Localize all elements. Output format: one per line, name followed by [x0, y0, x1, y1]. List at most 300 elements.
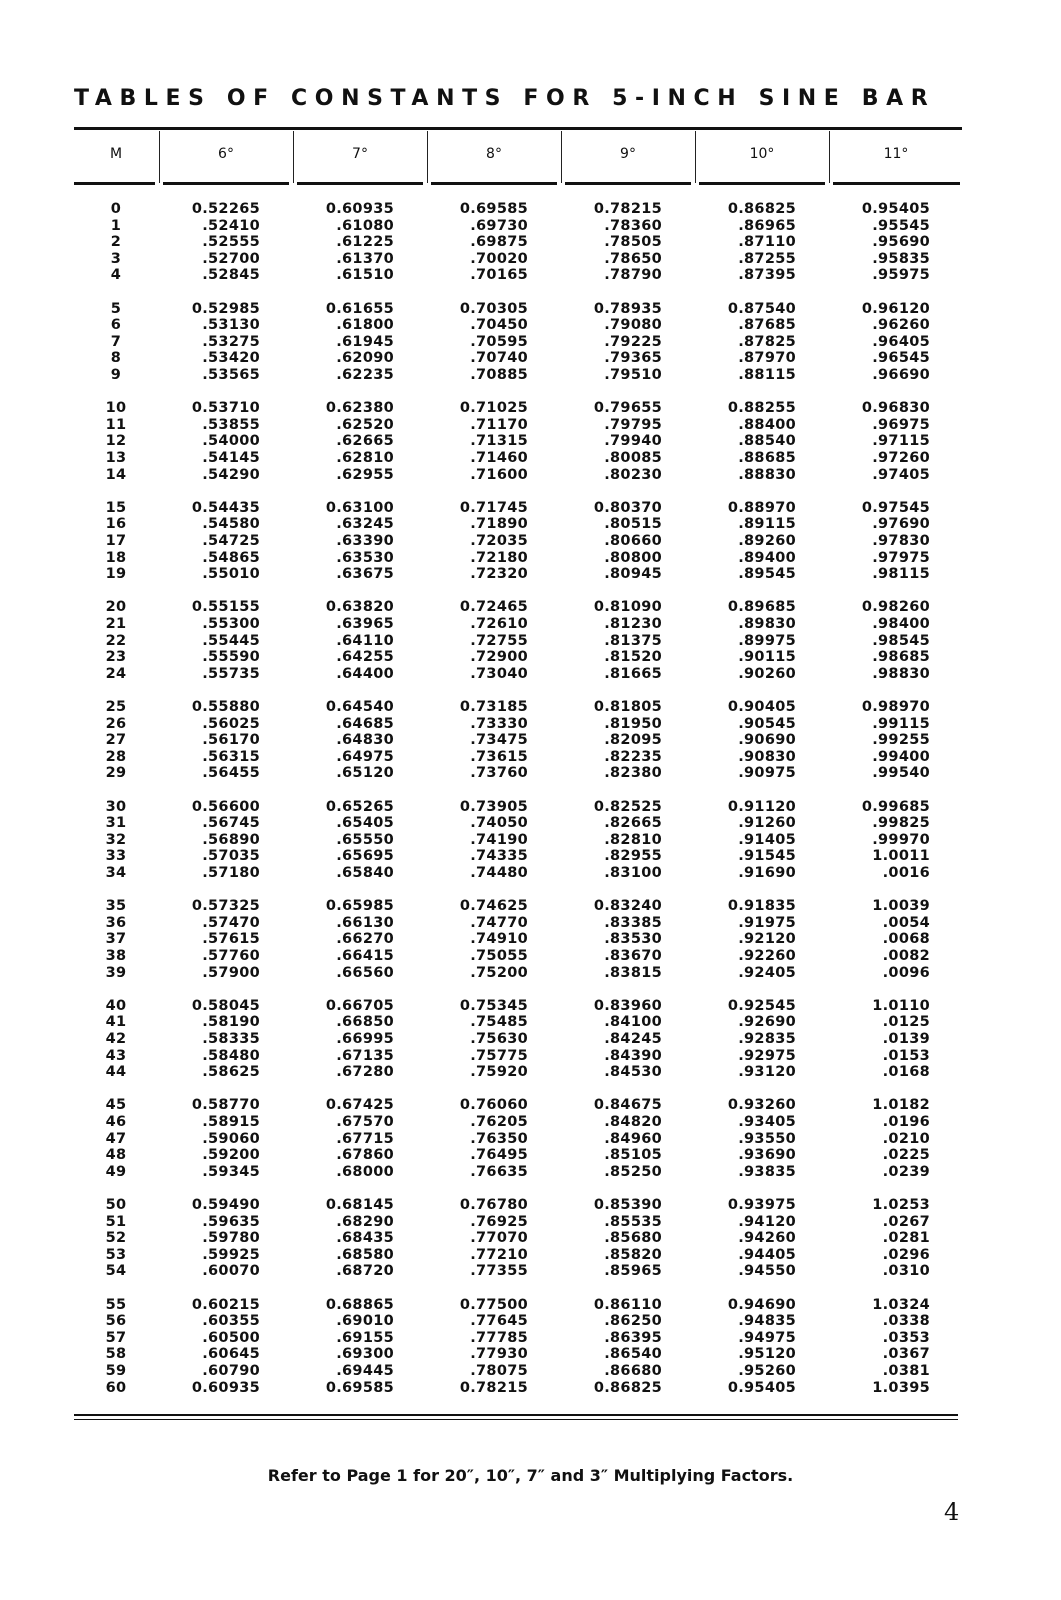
constant-cell: 0.98260 [861, 599, 930, 616]
constant-cell: 0.96120 [861, 300, 930, 317]
constant-cell: 0.79655 [593, 400, 662, 417]
constant-cell: .99400 [872, 748, 930, 765]
constant-cell: .66130 [336, 914, 394, 931]
constant-cell: .97115 [872, 433, 930, 450]
constant-cell: .54000 [202, 433, 260, 450]
constant-cell: .58335 [202, 1030, 260, 1047]
constant-cell: 1.0395 [872, 1379, 930, 1396]
minute-cell: 10 [105, 400, 127, 417]
constant-cell: .58915 [202, 1113, 260, 1130]
constant-cell: .56315 [202, 748, 260, 765]
constant-cell: .56170 [202, 732, 260, 749]
constant-cell: 0.61655 [325, 300, 394, 317]
minute-cell: 5 [110, 300, 122, 317]
constant-cell: .0139 [882, 1030, 930, 1047]
constant-cell: .75055 [470, 947, 528, 964]
constant-cell: .82665 [604, 815, 662, 832]
row-group [284, 301, 394, 401]
constant-cell: .67860 [336, 1147, 394, 1164]
constant-cell: .76925 [470, 1213, 528, 1230]
constant-cell: .92120 [738, 931, 796, 948]
constant-cell: 0.54435 [191, 499, 260, 516]
constant-cell: .85250 [604, 1163, 662, 1180]
constant-cell: 0.90405 [727, 698, 796, 715]
row-group [284, 201, 394, 301]
minute-cell: 56 [105, 1313, 127, 1330]
minute-cell: 51 [105, 1213, 127, 1230]
constant-cell: .0267 [882, 1213, 930, 1230]
constant-cell: .95545 [872, 217, 930, 234]
constant-cell: .83100 [604, 864, 662, 881]
constant-cell: .99825 [872, 815, 930, 832]
row-group [418, 998, 528, 1098]
constant-cell: .70450 [470, 317, 528, 334]
constant-cell: .62090 [336, 350, 394, 367]
constant-cell: 0.57325 [191, 898, 260, 915]
constant-cell: 0.78215 [459, 1379, 528, 1396]
constant-cell: .57615 [202, 931, 260, 948]
minute-cell: 29 [105, 765, 127, 782]
constant-cell: 0.62380 [325, 400, 394, 417]
constant-cell: .91545 [738, 848, 796, 865]
constant-cell: .85535 [604, 1213, 662, 1230]
constant-cell: .60355 [202, 1313, 260, 1330]
row-group [150, 599, 260, 699]
constant-cell: .56455 [202, 765, 260, 782]
row-group [552, 1097, 662, 1197]
constant-cell: 0.74625 [459, 898, 528, 915]
constant-cell: .95120 [738, 1346, 796, 1363]
constant-cell: .64830 [336, 732, 394, 749]
constant-cell: .88540 [738, 433, 796, 450]
column-divider [159, 131, 160, 183]
constant-cell: .92975 [738, 1047, 796, 1064]
constant-cell: .68435 [336, 1230, 394, 1247]
row-group [418, 201, 528, 301]
constant-cell: .76635 [470, 1163, 528, 1180]
constant-cell: .67715 [336, 1130, 394, 1147]
constant-cell: .75920 [470, 1064, 528, 1081]
constant-cell: .99255 [872, 732, 930, 749]
minute-cell: 7 [110, 333, 122, 350]
column-divider [695, 131, 696, 183]
constant-cell: 0.68145 [325, 1196, 394, 1213]
constant-cell: .83385 [604, 914, 662, 931]
constant-cell: .52845 [202, 267, 260, 284]
row-group [418, 500, 528, 600]
constant-cell: .69875 [470, 234, 528, 251]
minute-cell: 31 [105, 815, 127, 832]
row-group [686, 301, 796, 401]
row-group [150, 400, 260, 500]
constant-cell: .91690 [738, 864, 796, 881]
constant-cell: 0.77500 [459, 1296, 528, 1313]
constant-cell: .88685 [738, 449, 796, 466]
constant-cell: 0.69585 [459, 201, 528, 217]
constant-cell: .84390 [604, 1047, 662, 1064]
minute-cell: 8 [110, 350, 122, 367]
minute-cell: 47 [105, 1130, 127, 1147]
row-group [686, 400, 796, 500]
constant-cell: .95835 [872, 250, 930, 267]
minute-cell: 15 [105, 499, 127, 516]
constant-cell: .90975 [738, 765, 796, 782]
constant-cell: .80800 [604, 549, 662, 566]
constant-cell: 0.80370 [593, 499, 662, 516]
minute-cell: 35 [105, 898, 127, 915]
constant-cell: .94120 [738, 1213, 796, 1230]
minute-cell: 6 [110, 317, 122, 334]
constant-cell: 0.92545 [727, 997, 796, 1014]
constant-cell: .86540 [604, 1346, 662, 1363]
constant-cell: .57035 [202, 848, 260, 865]
column-divider [427, 131, 428, 183]
constant-cell: .60645 [202, 1346, 260, 1363]
constant-cell: .58480 [202, 1047, 260, 1064]
minute-cell: 59 [105, 1362, 127, 1379]
constant-cell: .87395 [738, 267, 796, 284]
column-divider [561, 131, 562, 183]
row-group [74, 799, 158, 899]
constant-cell: .0381 [882, 1362, 930, 1379]
constant-cell: 0.55155 [191, 599, 260, 616]
constant-cell: .97405 [872, 466, 930, 483]
header-underline [163, 182, 289, 185]
constant-cell: 0.58045 [191, 997, 260, 1014]
constant-cell: .87825 [738, 333, 796, 350]
constant-cell: .73760 [470, 765, 528, 782]
constant-cell: .98830 [872, 665, 930, 682]
constant-cell: .0125 [882, 1014, 930, 1031]
constant-cell: .97830 [872, 532, 930, 549]
row-group [150, 1097, 260, 1197]
constant-cell: .65120 [336, 765, 394, 782]
constant-cell: .74770 [470, 914, 528, 931]
column-9-deg [552, 201, 662, 1396]
constant-cell: .54580 [202, 516, 260, 533]
constant-cell: .62665 [336, 433, 394, 450]
row-group [820, 1097, 930, 1197]
constant-cell: .81665 [604, 665, 662, 682]
constant-cell: .65550 [336, 831, 394, 848]
constant-cell: .62955 [336, 466, 394, 483]
constant-cell: .57900 [202, 964, 260, 981]
constant-cell: .91975 [738, 914, 796, 931]
minute-cell: 27 [105, 732, 127, 749]
constant-cell: 0.86825 [593, 1379, 662, 1396]
constant-cell: .98115 [872, 566, 930, 583]
constant-cell: 0.85390 [593, 1196, 662, 1213]
constant-cell: .0281 [882, 1230, 930, 1247]
row-group [820, 301, 930, 401]
header-underline [74, 182, 155, 185]
constant-cell: .91405 [738, 831, 796, 848]
constant-cell: 0.84675 [593, 1097, 662, 1114]
constant-cell: 0.76060 [459, 1097, 528, 1114]
constant-cell: .75485 [470, 1014, 528, 1031]
constant-cell: .85965 [604, 1263, 662, 1280]
constant-cell: 1.0253 [872, 1196, 930, 1213]
constant-cell: .82380 [604, 765, 662, 782]
constant-cell: .61510 [336, 267, 394, 284]
constant-cell: .96405 [872, 333, 930, 350]
constant-cell: 0.66705 [325, 997, 394, 1014]
constant-cell: 0.60215 [191, 1296, 260, 1313]
constant-cell: .80945 [604, 566, 662, 583]
constant-cell: .96690 [872, 366, 930, 383]
constant-cell: .94405 [738, 1246, 796, 1263]
constant-cell: .57760 [202, 947, 260, 964]
constant-cell: 0.68865 [325, 1296, 394, 1313]
constant-cell: .59780 [202, 1230, 260, 1247]
row-group [284, 1097, 394, 1197]
row-group [74, 1297, 158, 1397]
row-group [820, 898, 930, 998]
constant-cell: 0.89685 [727, 599, 796, 616]
row-group [150, 201, 260, 301]
constant-cell: .89545 [738, 566, 796, 583]
constant-cell: .92405 [738, 964, 796, 981]
constant-cell: .93120 [738, 1064, 796, 1081]
row-group [150, 699, 260, 799]
header-underline [431, 182, 557, 185]
constant-cell: .58190 [202, 1014, 260, 1031]
minute-cell: 19 [105, 566, 127, 583]
row-group [418, 400, 528, 500]
minute-cell: 58 [105, 1346, 127, 1363]
constant-cell: 0.53710 [191, 400, 260, 417]
constant-cell: 0.87540 [727, 300, 796, 317]
constant-cell: 0.81090 [593, 599, 662, 616]
constant-cell: .62810 [336, 449, 394, 466]
constant-cell: .79510 [604, 366, 662, 383]
constant-cell: .88115 [738, 366, 796, 383]
constant-cell: .90115 [738, 649, 796, 666]
constant-cell: .89115 [738, 516, 796, 533]
row-group [552, 500, 662, 600]
constant-cell: 0.73905 [459, 798, 528, 815]
constant-cell: .81520 [604, 649, 662, 666]
row-group [284, 1297, 394, 1397]
minute-cell: 11 [105, 416, 127, 433]
constant-cell: .72755 [470, 632, 528, 649]
row-group [74, 301, 158, 401]
minute-cell: 55 [105, 1296, 127, 1313]
row-group [820, 998, 930, 1098]
constant-cell: .60500 [202, 1329, 260, 1346]
row-group [418, 1197, 528, 1297]
constant-cell: .63390 [336, 532, 394, 549]
row-group [150, 1197, 260, 1297]
constant-cell: .66270 [336, 931, 394, 948]
constant-cell: .76495 [470, 1147, 528, 1164]
constant-cell: .84530 [604, 1064, 662, 1081]
row-group [552, 898, 662, 998]
header-8-deg: 8° [486, 146, 502, 162]
row-group [74, 1197, 158, 1297]
constant-cell: .94550 [738, 1263, 796, 1280]
constant-cell: .88830 [738, 466, 796, 483]
constant-cell: .68580 [336, 1246, 394, 1263]
constant-cell: .76205 [470, 1113, 528, 1130]
constant-cell: .0082 [882, 947, 930, 964]
constant-cell: .97975 [872, 549, 930, 566]
constant-cell: 0.81805 [593, 698, 662, 715]
constant-cell: 0.65985 [325, 898, 394, 915]
constant-cell: .80230 [604, 466, 662, 483]
constant-cell: .99115 [872, 715, 930, 732]
constant-cell: .65405 [336, 815, 394, 832]
constant-cell: .84245 [604, 1030, 662, 1047]
constant-cell: .77355 [470, 1263, 528, 1280]
constant-cell: .95975 [872, 267, 930, 284]
constant-cell: .72610 [470, 615, 528, 632]
constant-cell: .96545 [872, 350, 930, 367]
constant-cell: .79365 [604, 350, 662, 367]
row-group [552, 799, 662, 899]
constant-cell: 0.71745 [459, 499, 528, 516]
constant-cell: .69010 [336, 1313, 394, 1330]
row-group [820, 500, 930, 600]
constant-cell: .84820 [604, 1113, 662, 1130]
constant-cell: .86965 [738, 217, 796, 234]
row-group [820, 699, 930, 799]
constant-cell: .68720 [336, 1263, 394, 1280]
constant-cell: .52410 [202, 217, 260, 234]
constant-cell: 0.88970 [727, 499, 796, 516]
constant-cell: 0.83960 [593, 997, 662, 1014]
constant-cell: .55590 [202, 649, 260, 666]
minute-cell: 0 [110, 201, 122, 217]
constant-cell: 0.86110 [593, 1296, 662, 1313]
minute-cell: 12 [105, 433, 127, 450]
row-group [284, 500, 394, 600]
constant-cell: 0.86825 [727, 201, 796, 217]
page-title: TABLES OF CONSTANTS FOR 5-INCH SINE BAR [74, 86, 936, 111]
minute-cell: 16 [105, 516, 127, 533]
constant-cell: .75630 [470, 1030, 528, 1047]
constant-cell: .0153 [882, 1047, 930, 1064]
constant-cell: .55300 [202, 615, 260, 632]
constant-cell: .87255 [738, 250, 796, 267]
constant-cell: 0.73185 [459, 698, 528, 715]
constant-cell: 0.58770 [191, 1097, 260, 1114]
constant-cell: .59635 [202, 1213, 260, 1230]
constant-cell: .57180 [202, 864, 260, 881]
constant-cell: .69300 [336, 1346, 394, 1363]
constant-cell: .95690 [872, 234, 930, 251]
constant-cell: .64975 [336, 748, 394, 765]
constant-cell: .0068 [882, 931, 930, 948]
constant-cell: 0.98970 [861, 698, 930, 715]
constant-cell: .0054 [882, 914, 930, 931]
minute-cell: 41 [105, 1014, 127, 1031]
row-group [686, 1097, 796, 1197]
minute-cell: 38 [105, 947, 127, 964]
row-group [820, 799, 930, 899]
minute-cell: 3 [110, 250, 122, 267]
constant-cell: .87970 [738, 350, 796, 367]
constant-cell: .55010 [202, 566, 260, 583]
constant-cell: .98685 [872, 649, 930, 666]
constant-cell: .61945 [336, 333, 394, 350]
minute-cell: 1 [110, 217, 122, 234]
constant-cell: .71890 [470, 516, 528, 533]
row-group [150, 1297, 260, 1397]
constant-cell: .63245 [336, 516, 394, 533]
constant-cell: .56025 [202, 715, 260, 732]
constant-cell: .59345 [202, 1163, 260, 1180]
constant-cell: .0296 [882, 1246, 930, 1263]
minute-cell: 44 [105, 1064, 127, 1081]
constant-cell: .58625 [202, 1064, 260, 1081]
row-group [552, 301, 662, 401]
constant-cell: .78790 [604, 267, 662, 284]
constant-cell: .0096 [882, 964, 930, 981]
minute-cell: 21 [105, 615, 127, 632]
constant-cell: .72900 [470, 649, 528, 666]
constant-cell: 0.52985 [191, 300, 260, 317]
constant-cell: 0.93975 [727, 1196, 796, 1213]
constant-cell: .74050 [470, 815, 528, 832]
constant-cell: 1.0324 [872, 1296, 930, 1313]
top-rule [74, 127, 962, 130]
constant-cell: .99540 [872, 765, 930, 782]
constant-cell: .73040 [470, 665, 528, 682]
minute-cell: 49 [105, 1163, 127, 1180]
constant-cell: .72320 [470, 566, 528, 583]
row-group [74, 599, 158, 699]
constant-cell: .64400 [336, 665, 394, 682]
row-group [418, 898, 528, 998]
constant-cell: .82810 [604, 831, 662, 848]
minute-cell: 33 [105, 848, 127, 865]
constant-cell: .71600 [470, 466, 528, 483]
constant-cell: .0310 [882, 1263, 930, 1280]
row-group [74, 699, 158, 799]
minute-cell: 40 [105, 997, 127, 1014]
constant-cell: .52555 [202, 234, 260, 251]
constant-cell: .73615 [470, 748, 528, 765]
header-m: M [109, 146, 123, 162]
constant-cell: .93405 [738, 1113, 796, 1130]
row-group [820, 1197, 930, 1297]
minute-cell: 57 [105, 1329, 127, 1346]
header-underline [297, 182, 423, 185]
constant-cell: .94260 [738, 1230, 796, 1247]
constant-cell: .97260 [872, 449, 930, 466]
constant-cell: .88400 [738, 416, 796, 433]
constant-cell: .61800 [336, 317, 394, 334]
constant-cell: 1.0011 [872, 848, 930, 865]
constant-cell: .74190 [470, 831, 528, 848]
constant-cell: .93835 [738, 1163, 796, 1180]
constant-cell: .76350 [470, 1130, 528, 1147]
constant-cell: 0.93260 [727, 1097, 796, 1114]
header-underline [565, 182, 691, 185]
header-6-deg: 6° [218, 146, 234, 162]
constant-cell: 0.82525 [593, 798, 662, 815]
constant-cell: 0.95405 [727, 1379, 796, 1396]
constant-cell: .94975 [738, 1329, 796, 1346]
constant-cell: .79795 [604, 416, 662, 433]
constant-cell: .93690 [738, 1147, 796, 1164]
row-group [418, 699, 528, 799]
row-group [552, 599, 662, 699]
minute-cell: 54 [105, 1263, 127, 1280]
constant-cell: .0168 [882, 1064, 930, 1081]
minute-cell: 46 [105, 1113, 127, 1130]
